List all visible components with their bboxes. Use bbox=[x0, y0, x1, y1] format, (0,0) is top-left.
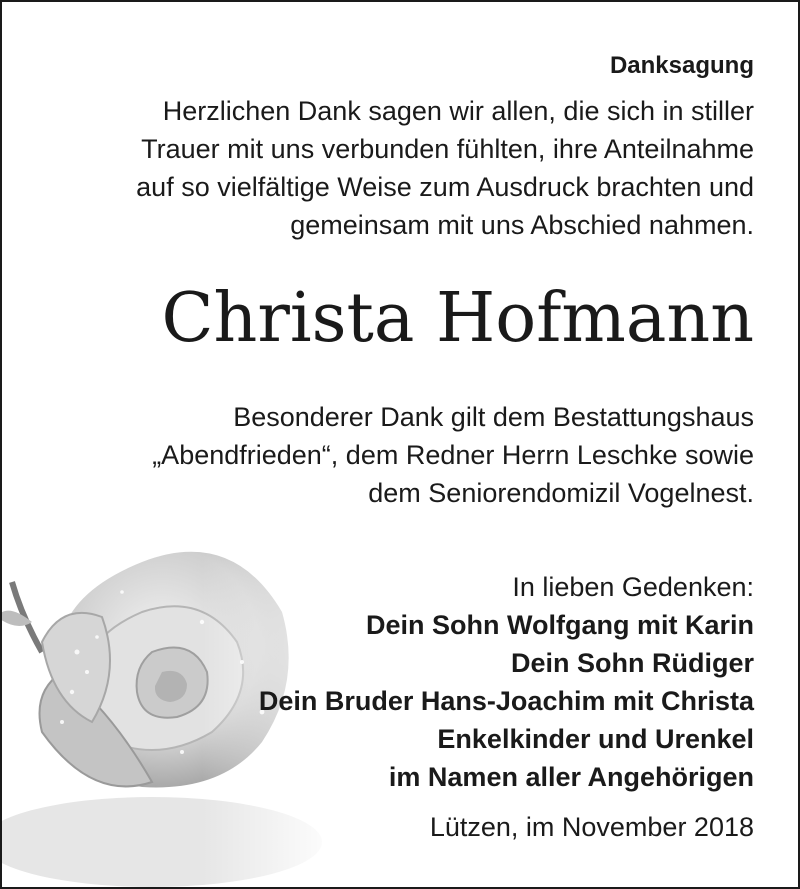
intro-line: gemeinsam mit uns Abschied nahmen. bbox=[290, 210, 754, 240]
mourner-line: Dein Sohn Rüdiger bbox=[511, 648, 754, 678]
thanks-line: Besonderer Dank gilt dem Bestattungshaus bbox=[233, 402, 754, 432]
mourner-line: Dein Bruder Hans-Joachim mit Christa bbox=[258, 686, 754, 716]
intro-line: auf so vielfältige Weise zum Ausdruck brachten und bbox=[136, 172, 754, 202]
deceased-name: Christa Hofmann bbox=[161, 279, 754, 358]
memory-intro: In lieben Gedenken: bbox=[512, 572, 754, 602]
place-date: Lützen, im November 2018 bbox=[429, 812, 754, 842]
mourner-line: im Namen aller Angehörigen bbox=[388, 762, 754, 792]
thanks-line: „Abendfrieden“, dem Redner Herrn Leschke sowie bbox=[152, 440, 754, 470]
intro-text bbox=[34, 92, 754, 244]
intro-line: Trauer mit uns verbunden fühlten, ihre Anteilnahme bbox=[141, 134, 754, 164]
thanks-line: dem Seniorendomizil Vogelnest. bbox=[368, 478, 754, 508]
mourner-line: Enkelkinder und Urenkel bbox=[437, 724, 754, 754]
heading: Danksagung bbox=[609, 52, 754, 79]
thanks-text bbox=[152, 398, 754, 512]
intro-line: Herzlichen Dank sagen wir allen, die sich in stiller bbox=[162, 96, 754, 126]
mourner-line: Dein Sohn Wolfgang mit Karin bbox=[366, 610, 754, 640]
mourners-block bbox=[259, 568, 754, 796]
